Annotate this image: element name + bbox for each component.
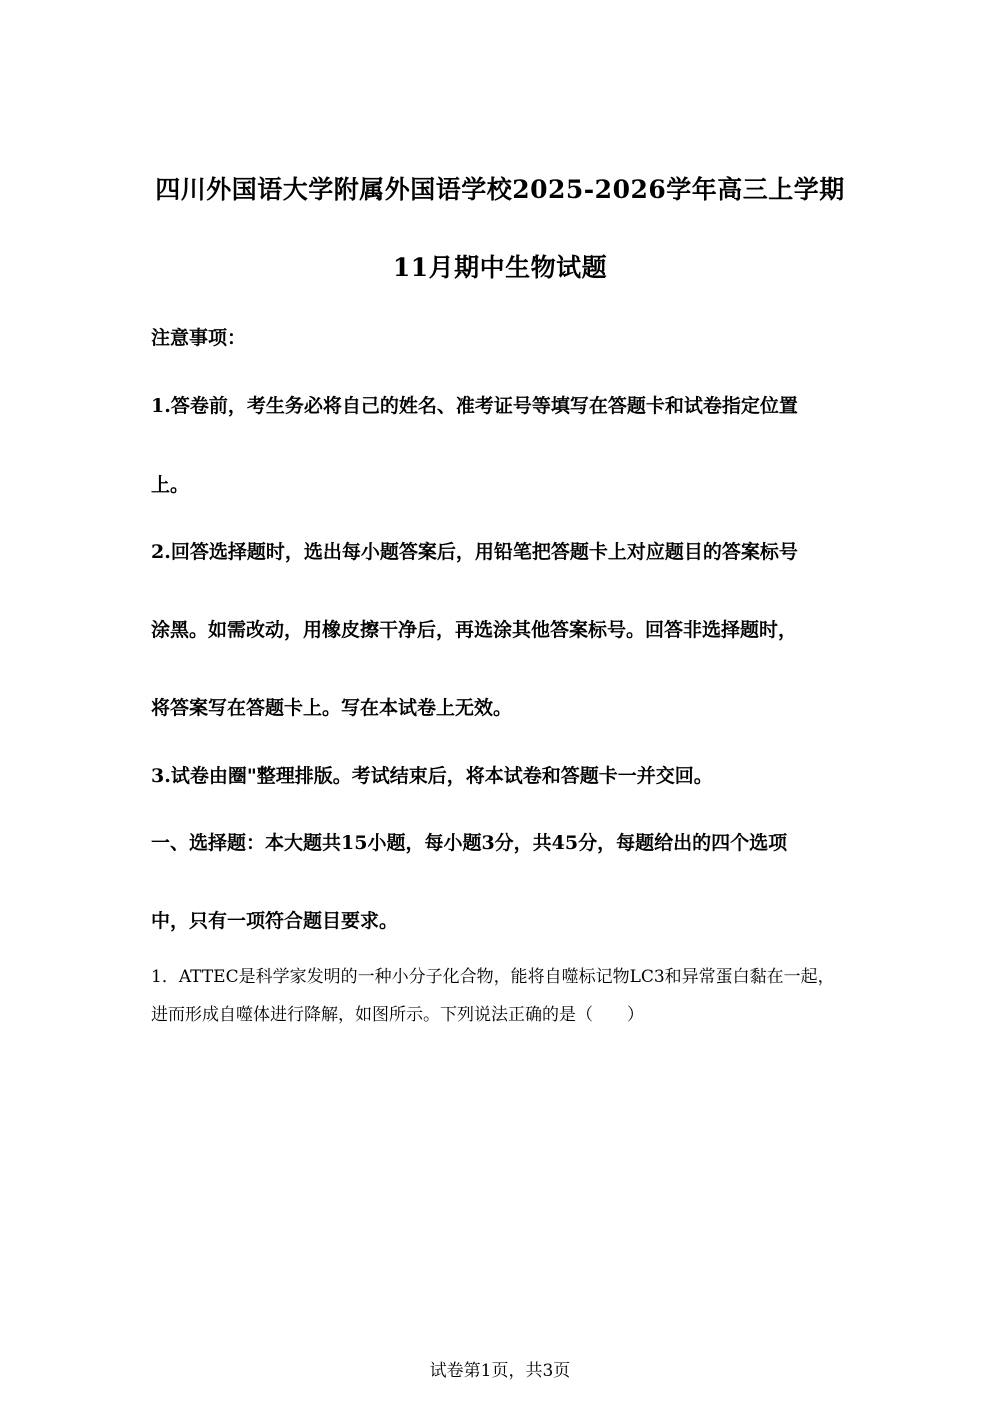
notice-item-2-line-3: 将答案写在答题卡上。写在本试卷上无效。 [151,697,513,719]
page-footer: 试卷第1页，共3页 [429,1361,571,1381]
question-1-line-1: 1．ATTEC是科学家发明的一种小分子化合物，能将自噬标记物LC3和异常蛋白黏在一起， [151,967,835,987]
notice-item-1-line-1: 1.答卷前，考生务必将自己的姓名、准考证号等填写在答题卡和试卷指定位置 [151,395,798,417]
exam-title-line-2: 11月期中生物试题 [392,253,608,282]
notice-item-2-line-2: 涂黑。如需改动，用橡皮擦干净后，再选涂其他答案标号。回答非选择题时， [151,619,798,641]
notice-item-2-line-1: 2.回答选择题时，选出每小题答案后，用铅笔把答题卡上对应题目的答案标号 [151,541,798,563]
exam-title-line-1: 四川外国语大学附属外国语学校2025-2026学年高三上学期 [155,175,845,204]
section-heading-line-2: 中，只有一项符合题目要求。 [151,910,399,932]
notice-item-1-line-2: 上。 [151,474,190,496]
notice-heading: 注意事项： [151,327,247,349]
notice-item-3: 3.试卷由圈"整理排版。考试结束后，将本试卷和答题卡一并交回。 [151,765,713,787]
section-heading-line-1: 一、选择题：本大题共15小题，每小题3分，共45分，每题给出的四个选项 [151,832,788,854]
question-1-line-2: 进而形成自噬体进行降解，如图所示。下列说法正确的是（ ） [151,1005,644,1025]
